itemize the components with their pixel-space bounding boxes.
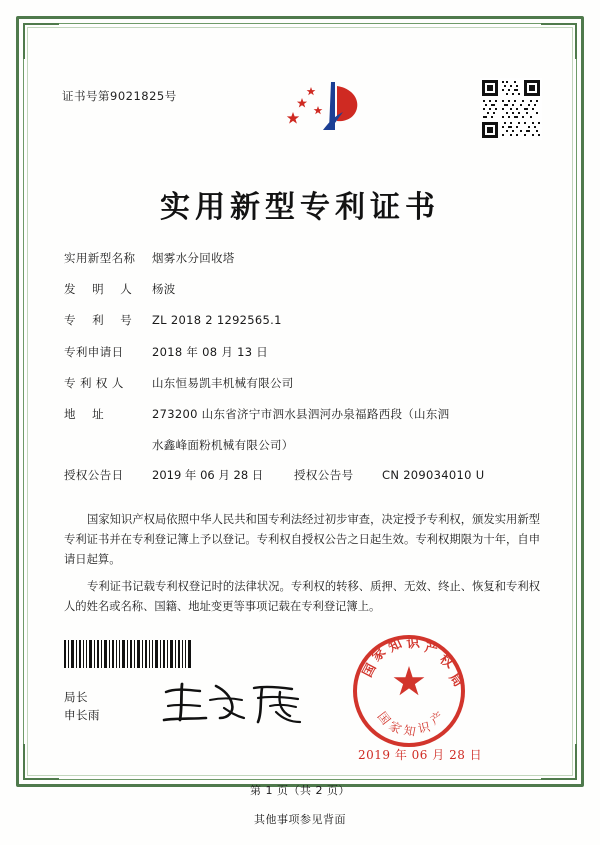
field-value-utility-model-name: 烟雾水分回收塔 bbox=[152, 251, 235, 265]
svg-text:国: 国 bbox=[360, 661, 380, 680]
handwritten-signature bbox=[158, 678, 318, 728]
field-value-grant-date: 2019 年 06 月 28 日 bbox=[152, 468, 264, 483]
field-value-patent-number: ZL 2018 2 1292565.1 bbox=[152, 313, 282, 328]
field-label-address: 地 址 bbox=[64, 406, 111, 421]
svg-text:家: 家 bbox=[369, 645, 390, 665]
svg-text:国: 国 bbox=[374, 709, 394, 728]
field-row-inventor bbox=[64, 281, 542, 298]
field-label-inventor: 发 明 人 bbox=[64, 282, 139, 297]
signature-title bbox=[64, 688, 100, 725]
field-row-utility-model-name bbox=[64, 250, 542, 267]
field-value-inventor: 杨波 bbox=[152, 282, 176, 297]
svg-text:家: 家 bbox=[386, 718, 404, 737]
field-label-application-date: 专利申请日 bbox=[64, 344, 124, 359]
fields-section bbox=[64, 250, 542, 498]
field-value-application-date: 2018 年 08 月 13 日 bbox=[152, 344, 269, 359]
certificate-number: 证书号第9021825号 bbox=[62, 89, 177, 103]
svg-text:知: 知 bbox=[402, 723, 417, 740]
cnipa-logo-icon bbox=[285, 78, 369, 140]
field-value-address-line1: 273200 山东省济宁市泗水县泗河办泉福路西段（山东泗 bbox=[152, 406, 450, 421]
field-value-patentee: 山东恒易凯丰机械有限公司 bbox=[152, 375, 294, 390]
legal-paragraph-2: 专利证书记载专利权登记时的法律状况。专利权的转移、质押、无效、终止、恢复和专利权人的姓名或名称、国籍、地址变更等事项记载在专利登记簿上。 bbox=[64, 580, 540, 614]
signature-title-line1: 局长 bbox=[64, 690, 88, 704]
qr-code bbox=[480, 78, 542, 140]
svg-text:识: 识 bbox=[416, 719, 432, 736]
field-row-grant-announcement bbox=[64, 467, 542, 484]
legal-paragraph-1: 国家知识产权局依照中华人民共和国专利法经过初步审查，决定授予专利权，颁发实用新型专利证书并在专利登记簿上予以登记。专利权自授权公告之日起生效。专利权期限为十年，自申请日起算。 bbox=[64, 513, 540, 566]
field-label-patentee: 专 利 权 人 bbox=[64, 375, 124, 390]
official-seal bbox=[350, 632, 468, 750]
certificate-content bbox=[40, 40, 560, 797]
field-row-address bbox=[64, 406, 542, 453]
svg-text:产: 产 bbox=[423, 640, 440, 659]
field-row-application-date bbox=[64, 344, 542, 361]
svg-text:产: 产 bbox=[427, 709, 446, 728]
field-row-patent-number bbox=[64, 312, 542, 329]
svg-text:局: 局 bbox=[445, 670, 466, 690]
field-row-patentee bbox=[64, 375, 542, 392]
svg-text:权: 权 bbox=[436, 651, 456, 672]
field-value-address-line2: 水鑫峰面粉机械有限公司） bbox=[152, 438, 294, 453]
barcode bbox=[64, 640, 192, 668]
field-value-grant-number: CN 209034010 U bbox=[382, 468, 485, 483]
field-label-grant-date: 授权公告日 bbox=[64, 468, 124, 483]
footnote: 其他事项参见背面 bbox=[254, 813, 346, 826]
field-label-utility-model-name: 实用新型名称 bbox=[64, 251, 136, 265]
field-label-patent-number: 专 利 号 bbox=[64, 313, 139, 328]
page-title: 实用新型专利证书 bbox=[160, 190, 440, 225]
legal-text bbox=[64, 510, 540, 625]
svg-text:知: 知 bbox=[386, 636, 405, 656]
svg-text:识: 识 bbox=[405, 635, 421, 652]
page-number: 第 1 页（共 2 页） bbox=[250, 784, 350, 797]
field-label-grant-number: 授权公告号 bbox=[294, 468, 354, 483]
signature-title-line2: 申长雨 bbox=[64, 708, 100, 723]
seal-date: 2019 年 06 月 28 日 bbox=[358, 748, 483, 762]
